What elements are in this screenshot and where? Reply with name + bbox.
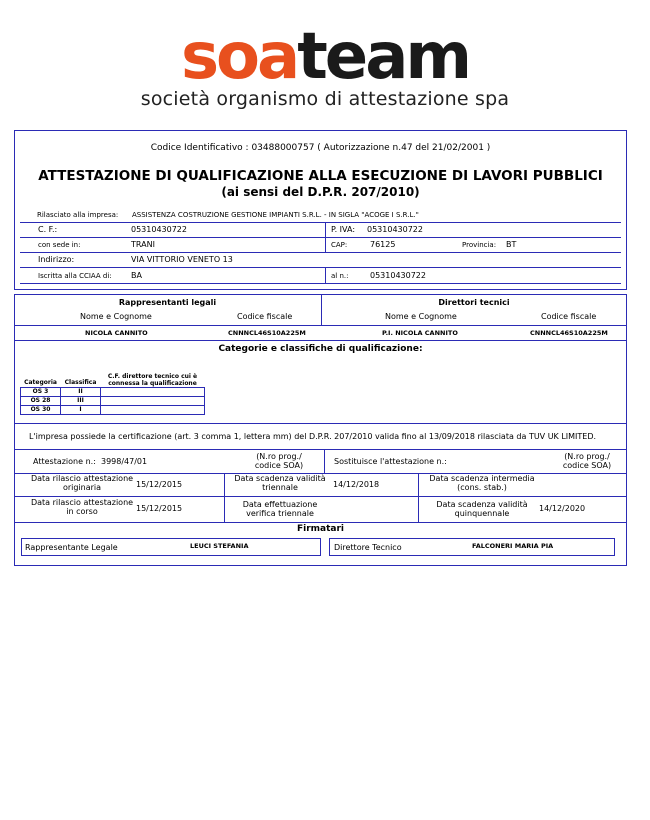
cciaa-label: Iscritta alla CCIAA di:	[38, 272, 112, 280]
prog-label-1: (N.ro prog./	[256, 452, 302, 461]
quinquennial-expiry-value: 14/12/2020	[539, 504, 586, 513]
tech-cf-header: Codice fiscale	[541, 312, 597, 321]
category-row	[21, 388, 205, 397]
triennial-expiry-value: 14/12/2018	[333, 480, 380, 489]
legal-cf-header: Codice fiscale	[237, 312, 293, 321]
logo-subtitle: società organismo di attestazione spa	[140, 88, 510, 110]
sede-value: TRANI	[131, 240, 155, 249]
cf-cell	[101, 388, 205, 397]
issued-label: Rilasciato alla impresa:	[37, 211, 119, 219]
cap-value: 76125	[370, 240, 396, 249]
provincia-label: Provincia:	[462, 241, 497, 249]
intermediate-expiry-label-2: (cons. stab.)	[457, 483, 507, 492]
legal-cf-value: CNNNCL46S10A225M	[228, 329, 306, 337]
signatories-title: Firmatari	[296, 524, 345, 534]
orig-date-label-1: Data rilascio attestazione	[30, 474, 134, 483]
logo-soa: soa	[180, 20, 298, 94]
categories-title: Categorie e classifiche di qualificazione:	[218, 344, 423, 354]
legal-reps-title: Rappresentanti legali	[118, 298, 217, 307]
document-subtitle: (ai sensi del D.P.R. 207/2010)	[221, 185, 420, 199]
quinquennial-expiry-label-2: quinquennale	[454, 509, 510, 518]
current-date-value: 15/12/2015	[136, 504, 183, 513]
class-col-header: Classifica	[64, 379, 97, 386]
orig-date-value: 15/12/2015	[136, 480, 183, 489]
document-title: ATTESTAZIONE DI QUALIFICAZIONE ALLA ESECUZIONE DI LAVORI PUBBLICI	[38, 168, 603, 184]
intermediate-expiry-label-1: Data scadenza intermedia	[429, 474, 535, 483]
sede-label: con sede in:	[38, 241, 81, 249]
verification-date-label-2: verifica triennale	[246, 509, 314, 518]
aln-label: al n.:	[331, 272, 349, 280]
soateam-logo	[0, 22, 650, 110]
category-cell: OS 28	[21, 397, 61, 406]
triennial-expiry-label-1: Data scadenza validità	[234, 474, 326, 483]
legal-name-value: NICOLA CANNITO	[85, 329, 148, 337]
class-cell: III	[61, 397, 101, 406]
categories-table	[20, 373, 205, 415]
prog-label-2: codice SOA)	[254, 461, 304, 470]
category-cell: OS 30	[21, 406, 61, 415]
replaces-label: Sostituisce l'attestazione n.:	[334, 457, 447, 466]
category-cell: OS 3	[21, 388, 61, 397]
verification-date-label-1: Data effettuazione	[242, 500, 318, 509]
tech-cf-value: CNNNCL46S10A225M	[530, 329, 608, 337]
class-cell: I	[61, 406, 101, 415]
categories-header-row	[21, 373, 205, 388]
legal-signatory-label: Rappresentante Legale	[25, 543, 118, 552]
category-col-header: Categoria	[24, 379, 57, 386]
aln-value: 05310430722	[370, 271, 426, 280]
legal-signatory-value: LEUCI STEFANIA	[190, 542, 249, 550]
tech-signatory-value: FALCONERI MARIA PIA	[472, 542, 554, 550]
quinquennial-expiry-label-1: Data scadenza validità	[436, 500, 528, 509]
legal-name-header: Nome e Cognome	[80, 312, 152, 321]
code-line: Codice Identificativo : 03488000757 ( Autorizzazione n.47 del 21/02/2001 )	[150, 143, 491, 153]
cf-col-header: C.F. direttore tecnico cui è connessa la qualificazione	[107, 373, 198, 387]
provincia-value: BT	[506, 240, 517, 249]
cf-cell	[101, 406, 205, 415]
tech-name-value: P.I. NICOLA CANNITO	[382, 329, 458, 337]
piva-value: 05310430722	[367, 225, 423, 234]
address-value: VIA VITTORIO VENETO 13	[131, 255, 233, 264]
prog2-label-2: codice SOA)	[562, 461, 612, 470]
attestation-number-label: Attestazione n.:	[33, 457, 96, 466]
tech-name-header: Nome e Cognome	[385, 312, 457, 321]
category-row	[21, 406, 205, 415]
logo-wordmark	[0, 22, 650, 92]
prog2-label-1: (N.ro prog./	[564, 452, 610, 461]
tech-signatory-label: Direttore Tecnico	[334, 543, 402, 552]
tech-directors-title: Direttori tecnici	[438, 298, 510, 307]
cf-label: C. F.:	[38, 225, 58, 234]
cf-value: 05310430722	[131, 225, 187, 234]
address-label: Indirizzo:	[38, 255, 75, 264]
current-date-label-2: in corso	[66, 507, 98, 516]
logo-team: team	[297, 20, 470, 94]
issued-value: ASSISTENZA COSTRUZIONE GESTIONE IMPIANTI S.R.L. - IN SIGLA "ACOGE I S.R.L."	[132, 211, 419, 219]
triennial-expiry-label-2: triennale	[262, 483, 298, 492]
certification-text: L'impresa possiede la certificazione (art. 3 comma 1, lettera mm) del D.P.R. 207/2010 valida fino al 13/09/2018 rilasciata da TUV UK LIMITED.	[29, 432, 597, 441]
piva-label: P. IVA:	[331, 225, 356, 234]
orig-date-label-2: originaria	[62, 483, 102, 492]
class-cell: II	[61, 388, 101, 397]
attestation-number-value: 3998/47/01	[101, 457, 148, 466]
cciaa-value: BA	[131, 271, 142, 280]
current-date-label-1: Data rilascio attestazione	[30, 498, 134, 507]
category-row	[21, 397, 205, 406]
cf-cell	[101, 397, 205, 406]
company-box	[14, 130, 627, 290]
cap-label: CAP:	[331, 241, 348, 249]
